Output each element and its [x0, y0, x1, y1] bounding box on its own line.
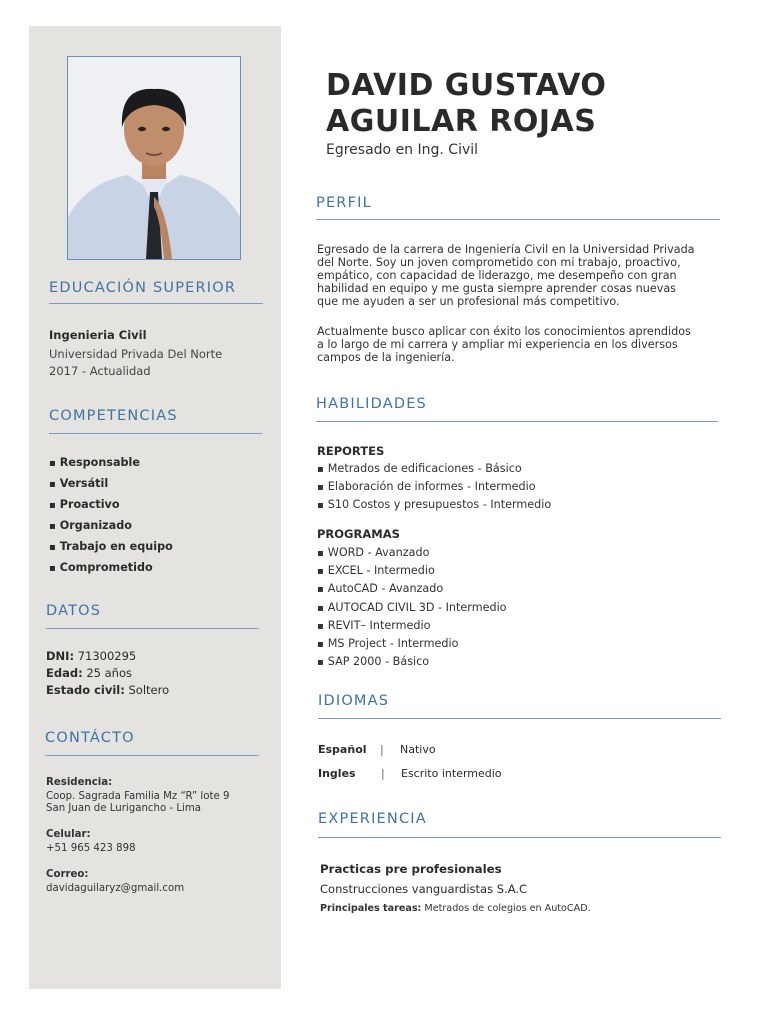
- competencies-list: [49, 453, 173, 579]
- report-item: ▪ Elaboración de informes - Intermedio: [317, 478, 551, 496]
- education-heading: EDUCACIÓN SUPERIOR: [49, 280, 237, 296]
- residence-line1: Coop. Sagrada Familia Mz “R” lote 9: [46, 791, 230, 802]
- person-illustration: [68, 57, 240, 259]
- profile-line: Actualmente busco aplicar con éxito los conocimientos aprendidos: [317, 325, 691, 338]
- reports-list: [317, 460, 551, 515]
- name-line-1: DAVID GUSTAVO: [326, 68, 607, 103]
- language-separator: |: [380, 743, 384, 756]
- dni-label: DNI:: [46, 649, 75, 663]
- language-row: [318, 765, 502, 782]
- programs-title: PROGRAMAS: [317, 527, 400, 541]
- datos-divider: [46, 628, 259, 629]
- skills-divider: [316, 421, 718, 422]
- experience-tasks: [320, 903, 591, 915]
- competency-item: ▪ Versátil: [49, 474, 173, 495]
- contact-heading: CONTÁCTO: [45, 730, 135, 746]
- experience-divider: [318, 837, 721, 838]
- competency-item: ▪ Trabajo en equipo: [49, 537, 173, 558]
- language-row: [318, 741, 436, 758]
- profile-line: a lo largo de mi carrera y ampliar mi experiencia en los diversos: [317, 338, 678, 351]
- profile-line: campos de la ingeniería.: [317, 351, 455, 364]
- competency-item: ▪ Comprometido: [49, 558, 173, 579]
- program-item: ▪ WORD - Avanzado: [317, 544, 507, 562]
- education-divider: [49, 303, 263, 304]
- email-value[interactable]: davidaguilaryz@gmail.com: [46, 883, 185, 894]
- phone-value: +51 965 423 898: [46, 843, 136, 854]
- profile-divider: [316, 219, 720, 220]
- program-item: ▪ SAP 2000 - Básico: [317, 653, 507, 671]
- languages-heading: IDIOMAS: [318, 693, 390, 709]
- tasks-value: Metrados de colegios en AutoCAD.: [421, 903, 591, 914]
- competency-item: ▪ Proactivo: [49, 495, 173, 516]
- language-level: Nativo: [400, 743, 436, 756]
- profile-paragraph-2: [317, 325, 712, 364]
- profile-line: que me ayuden a ser un profesional más competitivo.: [317, 295, 620, 308]
- experience-role: Practicas pre profesionales: [320, 862, 502, 876]
- phone-label: Celular:: [46, 829, 91, 840]
- program-item: ▪ REVIT– Intermedio: [317, 617, 507, 635]
- experience-company: Construcciones vanguardistas S.A.C: [320, 882, 528, 896]
- age-value: 25 años: [82, 666, 132, 680]
- profile-line: habilidad en equipo y me gusta siempre aprender cosas nuevas: [317, 282, 677, 295]
- language-level: Escrito intermedio: [401, 767, 502, 780]
- profile-photo: [67, 56, 241, 260]
- datos-heading: DATOS: [46, 603, 102, 619]
- dni-value: 71300295: [74, 649, 137, 663]
- residence-label: Residencia:: [46, 777, 113, 788]
- report-item: ▪ S10 Costos y presupuestos - Intermedio: [317, 496, 551, 514]
- contact-divider: [45, 755, 259, 756]
- program-item: ▪ AUTOCAD CIVIL 3D - Intermedio: [317, 599, 507, 617]
- competency-item: ▪ Responsable: [49, 453, 173, 474]
- dni-row: [46, 648, 136, 665]
- language-separator: |: [381, 767, 385, 780]
- civil-status-value: Soltero: [124, 683, 170, 697]
- profile-paragraph-1: [317, 243, 712, 308]
- reports-title: REPORTES: [317, 444, 385, 458]
- programs-list: [317, 544, 507, 671]
- experience-heading: EXPERIENCIA: [318, 811, 427, 827]
- full-name: [326, 68, 606, 140]
- languages-divider: [318, 718, 721, 719]
- program-item: ▪ AutoCAD - Avanzado: [317, 580, 507, 598]
- competency-item: ▪ Organizado: [49, 516, 173, 537]
- program-item: ▪ EXCEL - Intermedio: [317, 562, 507, 580]
- residence-line2: San Juan de Lurigancho - Lima: [46, 803, 202, 814]
- education-degree: Ingenieria Civil: [49, 328, 147, 342]
- language-name: Español: [318, 743, 367, 756]
- language-name: Ingles: [318, 767, 356, 780]
- profile-line: Egresado de la carrera de Ingeniería Civil en la Universidad Privada: [317, 243, 695, 256]
- education-period: 2017 - Actualidad: [49, 364, 151, 378]
- name-line-2: AGUILAR ROJAS: [326, 104, 597, 139]
- profile-heading: PERFIL: [316, 195, 372, 211]
- civil-status-label: Estado civil:: [46, 683, 125, 697]
- program-item: ▪ MS Project - Intermedio: [317, 635, 507, 653]
- education-school: Universidad Privada Del Norte: [49, 347, 223, 361]
- tasks-label: Principales tareas:: [320, 903, 422, 914]
- competencies-divider: [49, 433, 262, 434]
- civil-status-row: [46, 682, 169, 699]
- email-label: Correo:: [46, 869, 89, 880]
- report-item: ▪ Metrados de edificaciones - Básico: [317, 460, 551, 478]
- skills-heading: HABILIDADES: [316, 396, 427, 412]
- profile-line: del Norte. Soy un joven comprometido con mi trabajo, proactivo,: [317, 256, 681, 269]
- profile-line: empático, con capacidad de liderazgo, me desempeño con gran: [317, 269, 677, 282]
- job-subtitle: Egresado en Ing. Civil: [326, 142, 479, 158]
- competencies-heading: COMPETENCIAS: [49, 408, 178, 424]
- age-label: Edad:: [46, 666, 83, 680]
- age-row: [46, 665, 132, 682]
